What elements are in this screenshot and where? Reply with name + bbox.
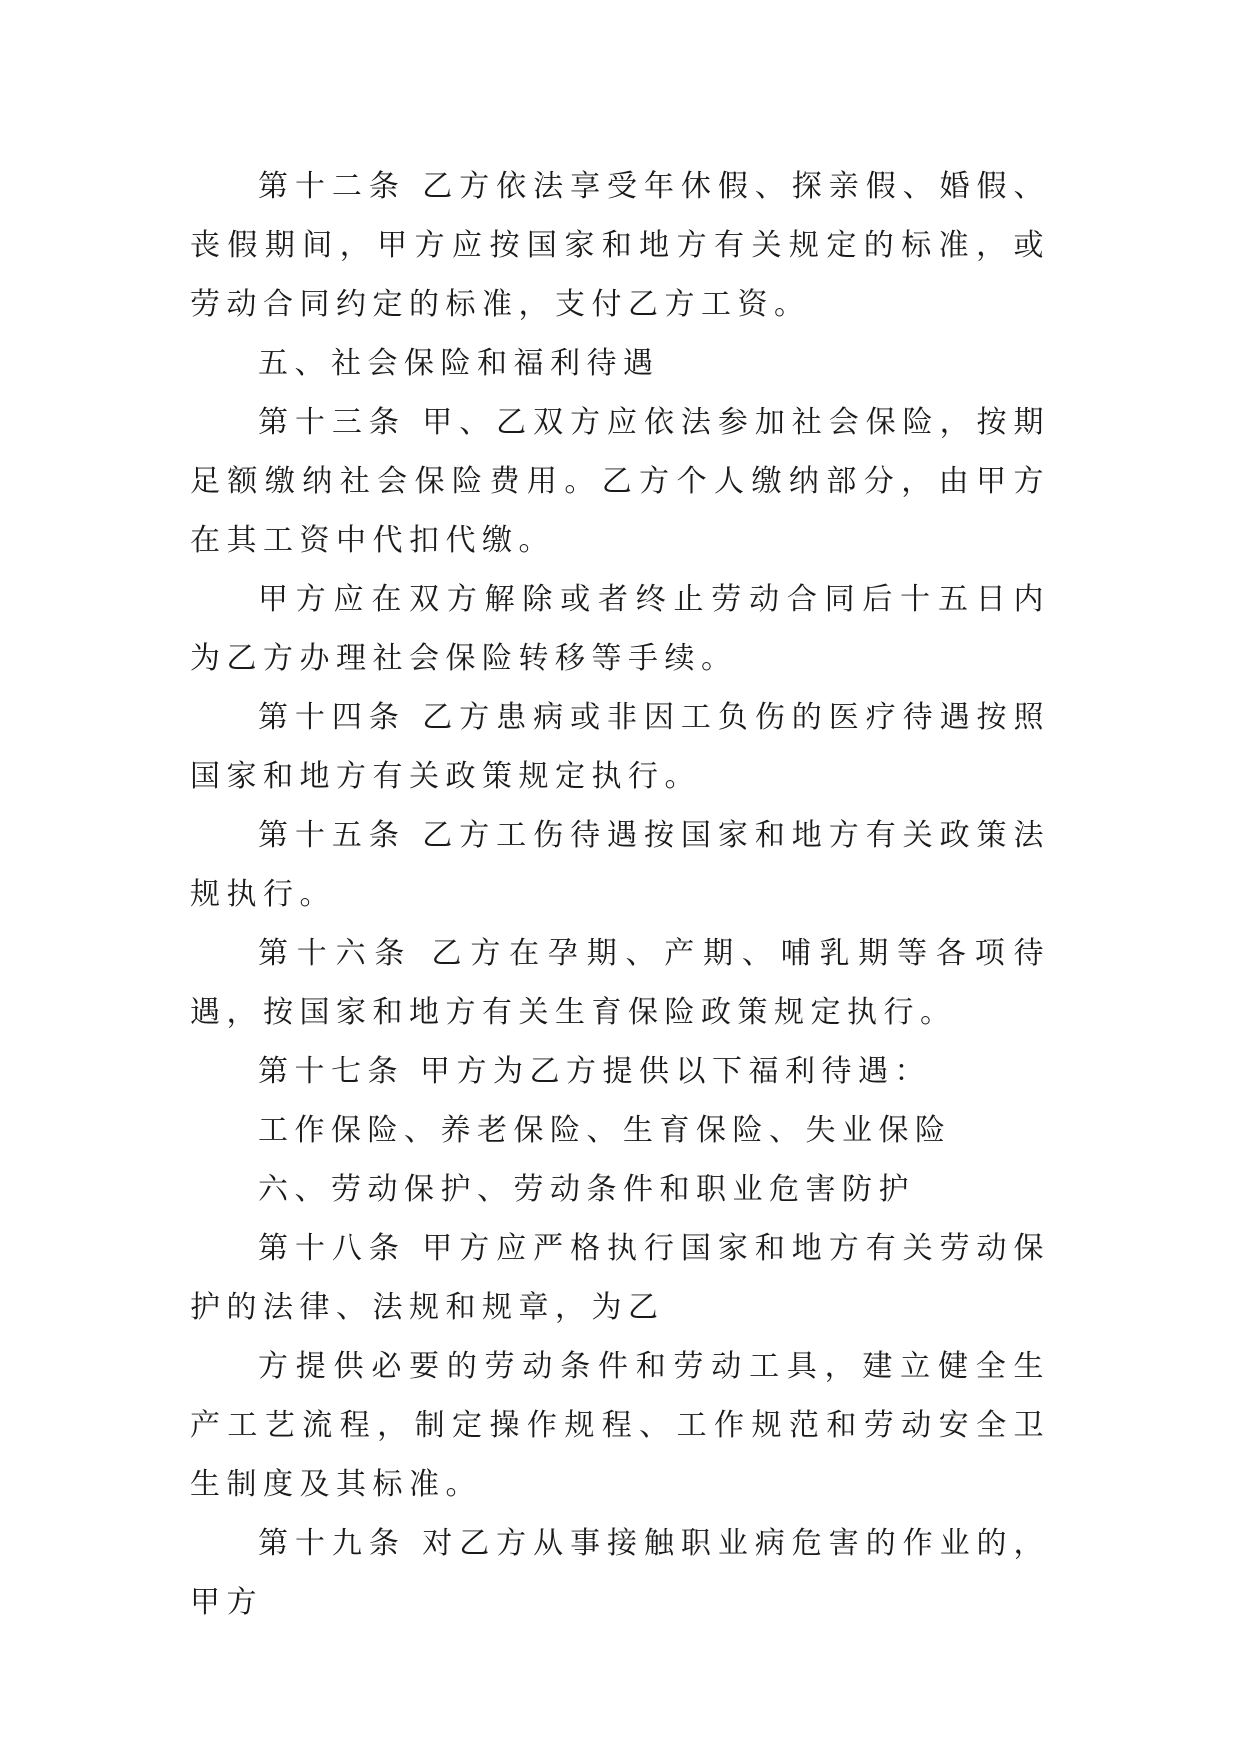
- paragraph-article-19: 第十九条 对乙方从事接触职业病危害的作业的，甲方: [190, 1526, 1050, 1620]
- paragraph-article-13: 第十三条 甲、乙双方应依法参加社会保险，按期足额缴纳社会保险费用。乙方个人缴纳部分，由甲方在其工资中代扣代缴。: [190, 405, 1050, 558]
- paragraph-article-16: 第十六条 乙方在孕期、产期、哺乳期等各项待遇，按国家和地方有关生育保险政策规定执行。: [190, 936, 1050, 1030]
- document-body: [190, 157, 1050, 1632]
- paragraph-benefits-list: 工作保险、养老保险、生育保险、失业保险: [258, 1113, 952, 1148]
- section-heading-6: 六、劳动保护、劳动条件和职业危害防护: [258, 1172, 915, 1207]
- paragraph-article-18: 第十八条 甲方应严格执行国家和地方有关劳动保护的法律、法规和规章，为乙: [190, 1231, 1050, 1325]
- section-heading-5: 五、社会保险和福利待遇: [258, 346, 660, 381]
- paragraph-article-15: 第十五条 乙方工伤待遇按国家和地方有关政策法规执行。: [190, 818, 1050, 912]
- paragraph-article-17: 第十七条 甲方为乙方提供以下福利待遇：: [258, 1054, 932, 1089]
- paragraph-article-14: 第十四条 乙方患病或非因工负伤的医疗待遇按照国家和地方有关政策规定执行。: [190, 700, 1050, 794]
- paragraph-article-18-continued: 方提供必要的劳动条件和劳动工具，建立健全生产工艺流程，制定操作规程、工作规范和劳动安全卫生制度及其标准。: [190, 1349, 1050, 1502]
- paragraph-insurance-transfer: 甲方应在双方解除或者终止劳动合同后十五日内为乙方办理社会保险转移等手续。: [190, 582, 1050, 676]
- paragraph-article-12: 第十二条 乙方依法享受年休假、探亲假、婚假、丧假期间，甲方应按国家和地方有关规定的标准，或劳动合同约定的标准，支付乙方工资。: [190, 169, 1050, 322]
